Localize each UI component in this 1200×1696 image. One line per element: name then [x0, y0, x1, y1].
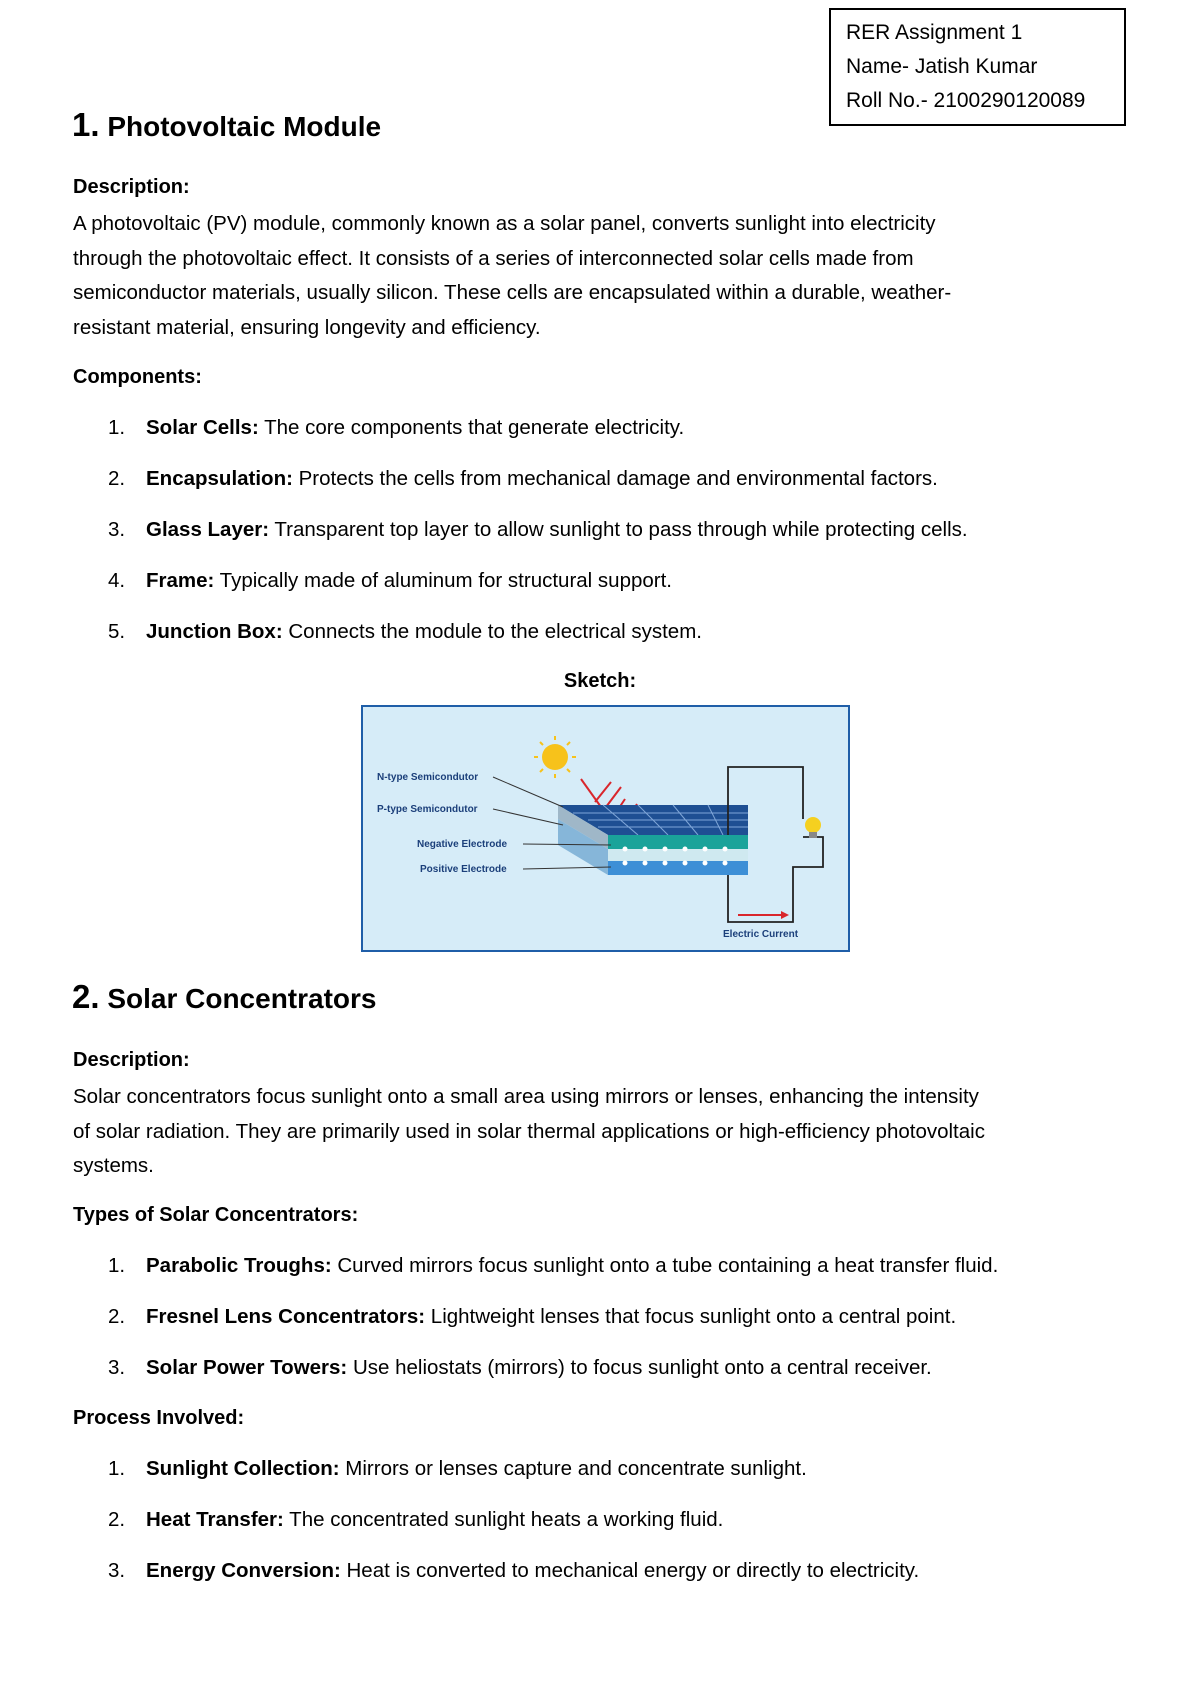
negative-electrode-label: Negative Electrode: [417, 839, 508, 850]
section1-title: Photovoltaic Module: [107, 111, 382, 142]
section2-description: [73, 1080, 1183, 1184]
section1-description: [73, 207, 1143, 345]
list-item: 2. Heat Transfer: The concentrated sunlight heats a working fluid.: [108, 1508, 724, 1531]
n-type-label: N-type Semicondutor: [377, 772, 479, 783]
section2-description-label: Description:: [73, 1049, 190, 1071]
types-list: [108, 1252, 998, 1405]
sketch-label: Sketch:: [563, 670, 637, 692]
list-item: 1. Sunlight Collection: Mirrors or lenses capture and concentrate sunlight.: [108, 1457, 807, 1480]
sun-icon: [534, 736, 576, 778]
section1-description-label: Description:: [73, 176, 190, 198]
components-label: Components:: [73, 366, 202, 388]
electric-current-label: Electric Current: [723, 929, 799, 940]
description-line: through the photovoltaic effect. It consists of a series of interconnected solar cells made from: [73, 246, 914, 270]
list-item: 2. Fresnel Lens Concentrators: Lightweight lenses that focus sunlight onto a central point.: [108, 1305, 957, 1328]
current-arrow: [738, 911, 789, 919]
pv-cell-diagram: [361, 705, 850, 952]
section1-number: 1.: [72, 106, 100, 143]
pv-cell-svg: [363, 707, 848, 950]
assignment-title: RER Assignment 1: [846, 21, 1023, 44]
description-line: semiconductor materials, usually silicon. These cells are encapsulated within a durable, weather-: [73, 281, 952, 304]
list-item: 3. Solar Power Towers: Use heliostats (mirrors) to focus sunlight onto a central receiver.: [108, 1356, 932, 1379]
description-line: A photovoltaic (PV) module, commonly known as a solar panel, converts sunlight into electricity: [73, 212, 936, 235]
list-item: 3. Energy Conversion: Heat is converted to mechanical energy or directly to electricity.: [108, 1559, 920, 1582]
list-item: 3. Glass Layer: Transparent top layer to allow sunlight to pass through while protecting cells.: [108, 518, 968, 541]
n-layer: [608, 835, 748, 849]
description-line: resistant material, ensuring longevity and efficiency.: [73, 315, 541, 339]
list-item: 5. Junction Box: Connects the module to the electrical system.: [108, 620, 702, 643]
list-item: 4. Frame: Typically made of aluminum for structural support.: [108, 569, 673, 592]
section1-heading: [72, 106, 381, 144]
description-line: Solar concentrators focus sunlight onto a small area using mirrors or lenses, enhancing the intensity: [73, 1085, 979, 1108]
p-type-label: P-type Semicondutor: [377, 804, 478, 815]
description-line: of solar radiation. They are primarily used in solar thermal applications or high-efficiency photovoltaic: [73, 1119, 985, 1143]
student-name: Name- Jatish Kumar: [846, 55, 1038, 78]
process-label: Process Involved:: [73, 1407, 245, 1429]
roll-number: Roll No.- 2100290120089: [846, 89, 1086, 112]
list-item: 2. Encapsulation: Protects the cells from mechanical damage and environmental factors.: [108, 467, 938, 490]
junction-layer: [608, 849, 748, 861]
components-list: [108, 414, 968, 669]
description-line: systems.: [73, 1154, 154, 1177]
process-list: [108, 1455, 919, 1608]
section2-heading: [72, 978, 376, 1016]
assignment-info-box: [829, 8, 1126, 126]
section2-number: 2.: [72, 978, 100, 1015]
list-item: 1. Parabolic Troughs: Curved mirrors focus sunlight onto a tube containing a heat transfer fluid.: [108, 1254, 999, 1277]
types-label: Types of Solar Concentrators:: [73, 1204, 359, 1226]
light-bulb-icon: [805, 817, 821, 838]
list-item: 1. Solar Cells: The core components that generate electricity.: [108, 416, 685, 439]
positive-electrode-label: Positive Electrode: [420, 864, 507, 875]
section2-title: Solar Concentrators: [107, 983, 377, 1014]
